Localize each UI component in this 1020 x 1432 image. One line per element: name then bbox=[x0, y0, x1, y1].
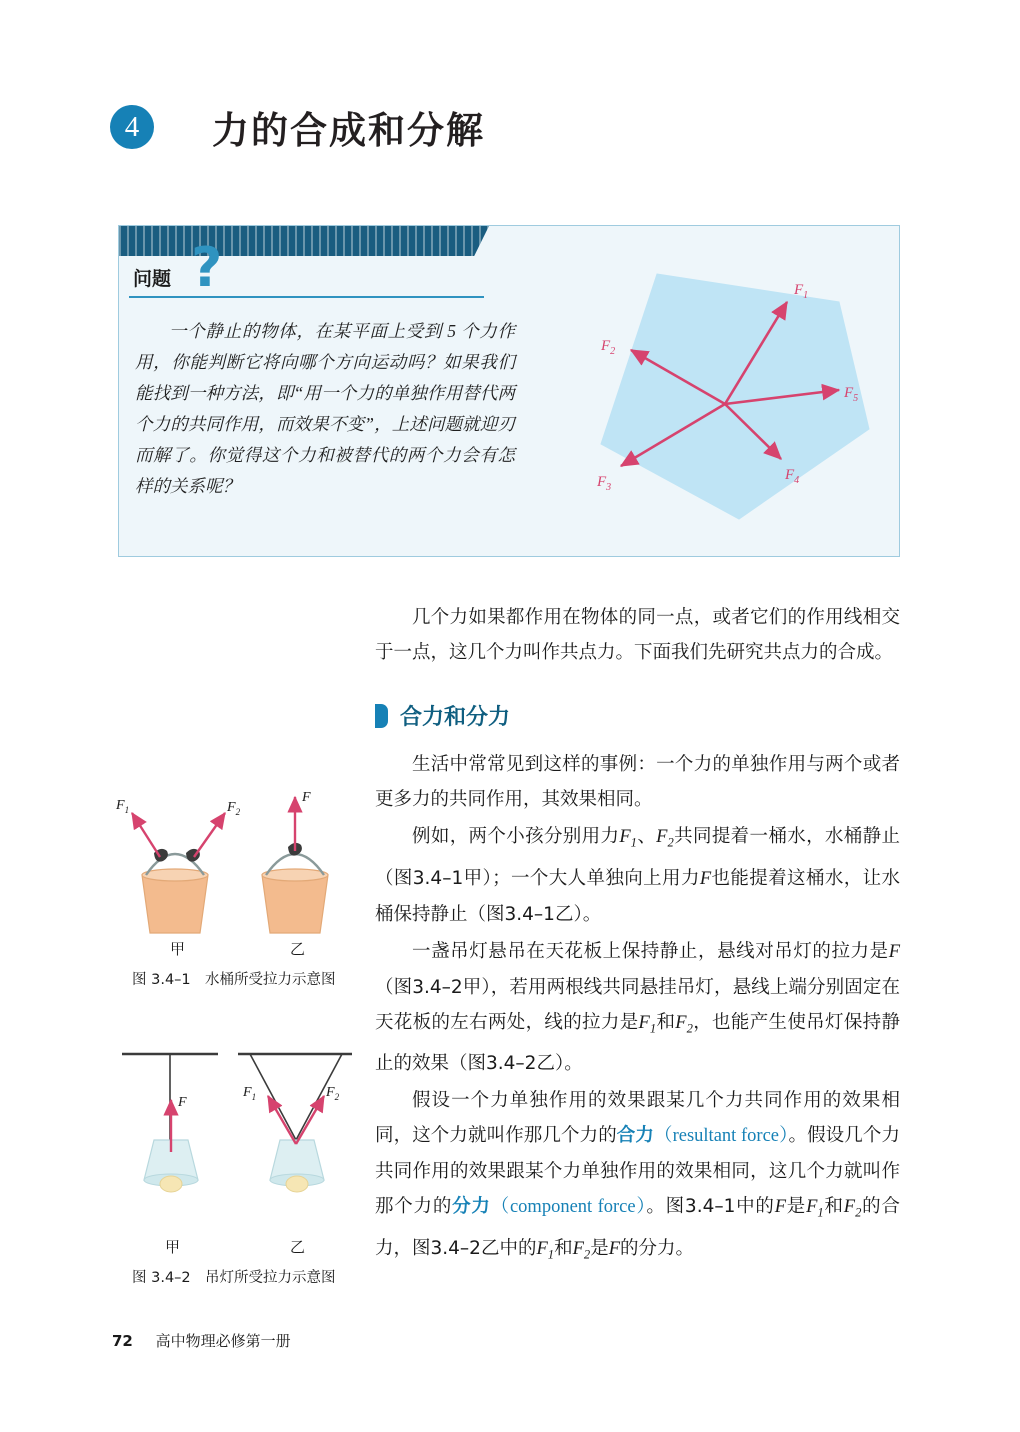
p3-f2: F bbox=[638, 1012, 650, 1033]
p4-f1: F bbox=[774, 1197, 787, 1218]
section-marker-icon bbox=[375, 704, 388, 728]
chapter-heading bbox=[110, 100, 485, 154]
p4-f4: F bbox=[536, 1239, 548, 1260]
svg-text:F4: $F_4$ bbox=[785, 467, 800, 486]
question-box-text: 一个静止的物体，在某平面上受到 5 个力作用，你能判断它将向哪个方向运动吗？如果我们能找到一种方法，即“用一个力的单独作用替代两个力的共同作用，而效果不变”，上述问题就迎刃而解了。你觉得这个力和被替代的两个力会有怎样的关系呢？ bbox=[135, 321, 515, 496]
page-footer bbox=[112, 1330, 291, 1351]
p2-f1: F bbox=[619, 827, 631, 847]
svg-text:F1: $F_1$ bbox=[794, 282, 809, 301]
book-title: 高中物理必修第一册 bbox=[155, 1332, 291, 1350]
figure-3-4-2 bbox=[110, 1040, 360, 1230]
fig2-caption-text: 吊灯所受拉力示意图 bbox=[205, 1270, 336, 1286]
fig2-sub-b: 乙 bbox=[290, 1238, 306, 1256]
svg-text:F1: $F_1$ bbox=[243, 1085, 257, 1102]
p2-f2-sub: 2 bbox=[667, 835, 674, 850]
svg-text:F: F bbox=[178, 1095, 187, 1110]
paragraph-4 bbox=[375, 1083, 900, 1272]
p4-seg-a: 假设一个力单独作用的效果跟某几个力共同作用的效果相同，这个力就叫作那几个力的 bbox=[375, 1090, 900, 1147]
paragraph-2 bbox=[375, 819, 900, 932]
p2-f2: F bbox=[656, 827, 668, 847]
five-force-diagram bbox=[539, 254, 891, 544]
fig1-sub-b: 乙 bbox=[290, 940, 306, 958]
p3-seg-c: 和 bbox=[656, 1011, 676, 1033]
paragraph-1: 生活中常常见到这样的事例：一个力的单独作用与两个或者更多力的共同作用，其效果相同。 bbox=[375, 754, 900, 810]
p4-seg-i: 的分力。 bbox=[620, 1238, 695, 1260]
question-mark-icon: ? bbox=[191, 236, 223, 299]
p4-f3: F bbox=[843, 1197, 856, 1218]
keyword-component-force-en: （component force） bbox=[490, 1197, 647, 1218]
svg-text:F5: $F_5$ bbox=[844, 385, 859, 404]
fig2-sub-a: 甲 bbox=[165, 1238, 181, 1256]
section-heading bbox=[375, 700, 900, 731]
p2-seg-c: 共同提着一桶水，水桶静止（图3.4–1甲）；一个大人单独向上用力 bbox=[375, 826, 900, 889]
page-title: 力的合成和分解 bbox=[212, 109, 485, 152]
p3-f2-sub: 1 bbox=[649, 1021, 657, 1036]
p4-seg-d: 是 bbox=[786, 1196, 807, 1218]
p4-seg-h: 是 bbox=[590, 1238, 609, 1260]
fig1-caption-text: 水桶所受拉力示意图 bbox=[205, 972, 336, 988]
p3-seg-d: ，也能产生使吊灯保持静止的效果（图3.4–2乙）。 bbox=[375, 1011, 900, 1075]
p4-f5: F bbox=[572, 1239, 584, 1260]
fig2-caption-number: 图 3.4–2 bbox=[132, 1270, 191, 1286]
keyword-component-force: 分力 bbox=[452, 1196, 491, 1218]
question-box-tab bbox=[119, 226, 489, 256]
svg-text:F3: $F_3$ bbox=[597, 474, 612, 493]
p4-seg-e: 和 bbox=[823, 1196, 844, 1218]
p4-f3-sub: 2 bbox=[855, 1206, 862, 1221]
main-text-column bbox=[375, 600, 900, 1275]
svg-text:F2: $F_2$ bbox=[601, 338, 616, 357]
fig1-sub-a: 甲 bbox=[170, 940, 186, 958]
p4-seg-c: 。图3.4–1中的 bbox=[646, 1196, 775, 1218]
svg-text:F2: $F_2$ bbox=[326, 1085, 340, 1102]
p4-f2: F bbox=[806, 1197, 818, 1218]
p2-f1-sub: 1 bbox=[630, 835, 637, 850]
svg-text:F2: $F_2$ bbox=[227, 800, 241, 817]
p4-f4-sub: 1 bbox=[547, 1247, 555, 1262]
p2-f3: F bbox=[699, 868, 712, 889]
p4-seg-b: 。假设几个力共同作用的效果跟某个力单独作用的效果相同，这几个力就叫作那个力的 bbox=[375, 1125, 900, 1218]
intro-paragraph: 几个力如果都作用在物体的同一点，或者它们的作用线相交于一点，这几个力叫作共点力。下面我们先研究共点力的合成。 bbox=[375, 607, 900, 663]
p4-f6: F bbox=[608, 1239, 621, 1260]
p4-f2-sub: 1 bbox=[817, 1206, 824, 1221]
p4-seg-g: 和 bbox=[554, 1238, 573, 1260]
p2-seg-a: 例如，两个小孩分别用力 bbox=[412, 826, 620, 847]
p3-f1: F bbox=[888, 941, 900, 962]
p3-seg-b: （图3.4–2甲），若用两根线共同悬挂吊灯，悬线上端分别固定在天花板的左右两处，线的拉力是 bbox=[375, 976, 900, 1033]
section-title: 合力和分力 bbox=[400, 705, 511, 730]
keyword-resultant-force-en: （resultant force） bbox=[654, 1126, 789, 1147]
p3-f3-sub: 2 bbox=[686, 1021, 693, 1036]
keyword-resultant-force: 合力 bbox=[616, 1125, 654, 1147]
question-box bbox=[118, 225, 900, 557]
question-box-label: 问题 bbox=[133, 268, 172, 290]
p3-seg-a: 一盏吊灯悬吊在天花板上保持静止，悬线对吊灯的拉力是 bbox=[412, 940, 889, 962]
page-number: 72 bbox=[112, 1332, 133, 1350]
p3-f3: F bbox=[675, 1012, 687, 1033]
p2-seg-b: 、 bbox=[636, 826, 657, 847]
p4-seg-f: 的合力，图3.4–2乙中的 bbox=[375, 1196, 900, 1260]
fig1-caption-number: 图 3.4–1 bbox=[132, 972, 191, 988]
chapter-number-badge: 4 bbox=[110, 105, 154, 149]
svg-text:F1: $F_1$ bbox=[116, 798, 130, 815]
paragraph-3 bbox=[375, 934, 900, 1082]
svg-text:F: F bbox=[302, 790, 311, 805]
p2-seg-d: 也能提着这桶水，让水桶保持静止（图3.4–1乙）。 bbox=[375, 867, 900, 925]
question-box-divider bbox=[129, 296, 484, 298]
figure-3-4-1 bbox=[110, 775, 350, 955]
p4-f5-sub: 2 bbox=[583, 1247, 591, 1262]
